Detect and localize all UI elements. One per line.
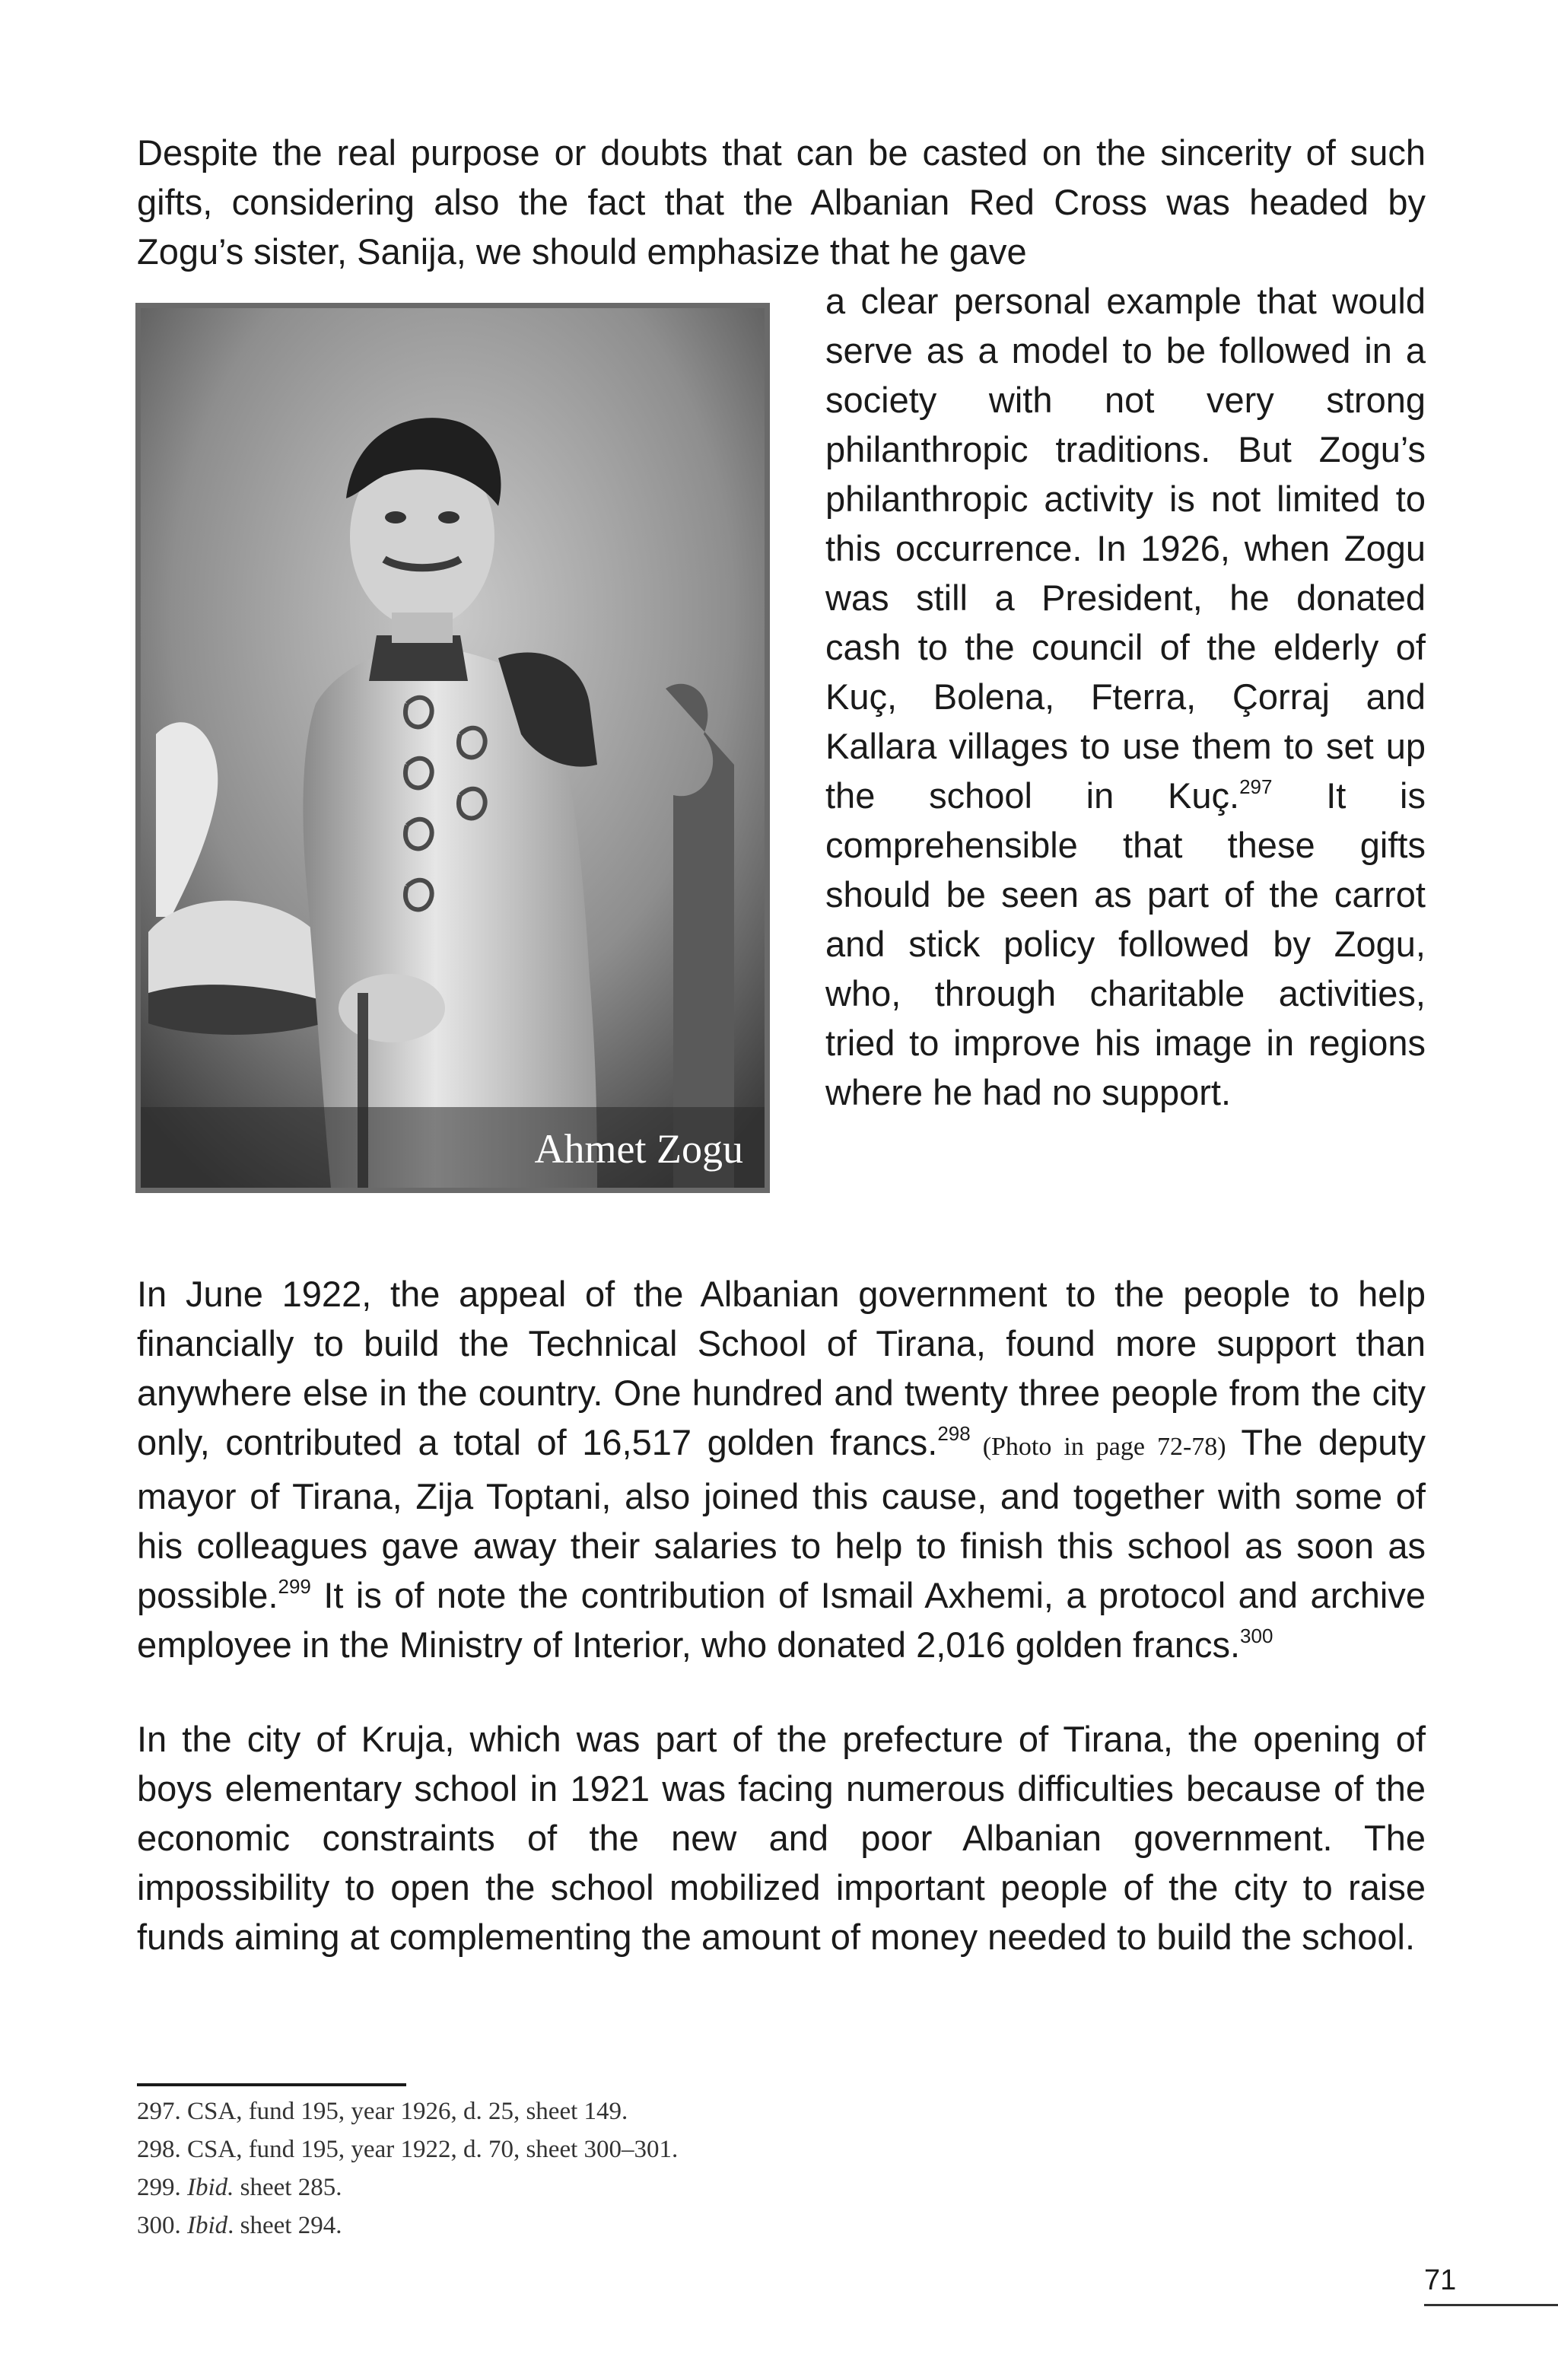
paragraph-1-top-text: Despite the real purpose or doubts that can be casted on the sincerity of such gifts, considering also the fact that the Albanian Red Cross was headed by Zogu’s sister, Sanija, we should emphasize that he gave bbox=[137, 132, 1426, 272]
footnote-ref-299[interactable]: 299 bbox=[278, 1575, 311, 1599]
paragraph-1-right-text-a: a clear personal example that would serve as a model to be followed in a society with not very strong philanthropic traditions. But Zogu’s philanthropic activity is not limited to this occurrence. In 1926, when Zogu was still a President, he donated cash to the council of the elderly of Kuç, Bolena, Fterra, Çorraj and Kallara villages to use them to set up the school in Kuç. bbox=[825, 281, 1426, 816]
page-number: 71 bbox=[1424, 2264, 1457, 2296]
footnote-number: 299. bbox=[137, 2174, 181, 2201]
footnote-text: CSA, fund 195, year 1926, d. 25, sheet 149. bbox=[180, 2098, 628, 2125]
paragraph-2-text-c: It is of note the contribution of Ismail Axhemi, a protocol and archive employee in the Ministry of Interior, who donated 2,016 golden francs. bbox=[137, 1575, 1426, 1665]
paragraph-1-right bbox=[825, 276, 1426, 1117]
footnote-text: . sheet 294. bbox=[227, 2212, 342, 2239]
footnote-text: CSA, fund 195, year 1922, d. 70, sheet 300–301. bbox=[180, 2136, 679, 2163]
footnote-ref-300[interactable]: 300 bbox=[1240, 1624, 1273, 1648]
footnote-divider bbox=[137, 2083, 406, 2086]
footnote-300 bbox=[137, 2207, 1050, 2245]
footnote-ibid: Ibid. bbox=[187, 2174, 234, 2201]
portrait-photo bbox=[135, 303, 770, 1193]
paragraph-2-text-b: The deputy mayor of Tirana, Zija Toptani, also joined this cause, and together with some of his colleagues gave away their salaries to help to finish this school as soon as possible. bbox=[137, 1422, 1426, 1615]
paragraph-2 bbox=[137, 1269, 1426, 1669]
photo-reference: (Photo in page 72-78) bbox=[970, 1433, 1226, 1461]
photo-caption: Ahmet Zogu bbox=[534, 1126, 743, 1172]
footnote-number: 297. bbox=[137, 2098, 181, 2125]
footnote-ref-298[interactable]: 298 bbox=[937, 1422, 971, 1446]
paragraph-3-text: In the city of Kruja, which was part of the prefecture of Tirana, the opening of boys elementary school in 1921 was facing numerous difficulties because of the economic constraints of the new and poor Albanian government. The impossibility to open the school mobilized important people of the city to raise funds aiming at complementing the amount of money needed to build the school. bbox=[137, 1719, 1426, 1957]
portrait-image bbox=[141, 308, 765, 1188]
footnote-298 bbox=[137, 2130, 1050, 2168]
footnote-text: sheet 285. bbox=[234, 2174, 342, 2201]
footnote-number: 298. bbox=[137, 2136, 181, 2163]
footnote-number: 300. bbox=[137, 2212, 181, 2239]
paragraph-3 bbox=[137, 1714, 1426, 1962]
paragraph-1-top bbox=[137, 128, 1426, 276]
footnote-ref-297[interactable]: 297 bbox=[1239, 775, 1273, 799]
paragraph-2-text-a: In June 1922, the appeal of the Albanian government to the people to help financially to build the Technical School of Tirana, found more support than anywhere else in the country. One hundred and twenty three people from the city only, contributed a total of 16,517 golden francs. bbox=[137, 1274, 1426, 1462]
footnote-297 bbox=[137, 2092, 1050, 2130]
footnote-text bbox=[181, 2174, 187, 2201]
footnote-ibid: Ibid bbox=[187, 2212, 228, 2239]
footnote-text bbox=[181, 2212, 187, 2239]
paragraph-1-right-text-b: It is comprehensible that these gifts should be seen as part of the carrot and stick policy followed by Zogu, who, through charitable activities, tried to improve his image in regions where he had no support. bbox=[825, 775, 1426, 1112]
footnotes bbox=[137, 2092, 1050, 2245]
footnote-299 bbox=[137, 2168, 1050, 2207]
page-number-rule bbox=[1424, 2304, 1558, 2306]
